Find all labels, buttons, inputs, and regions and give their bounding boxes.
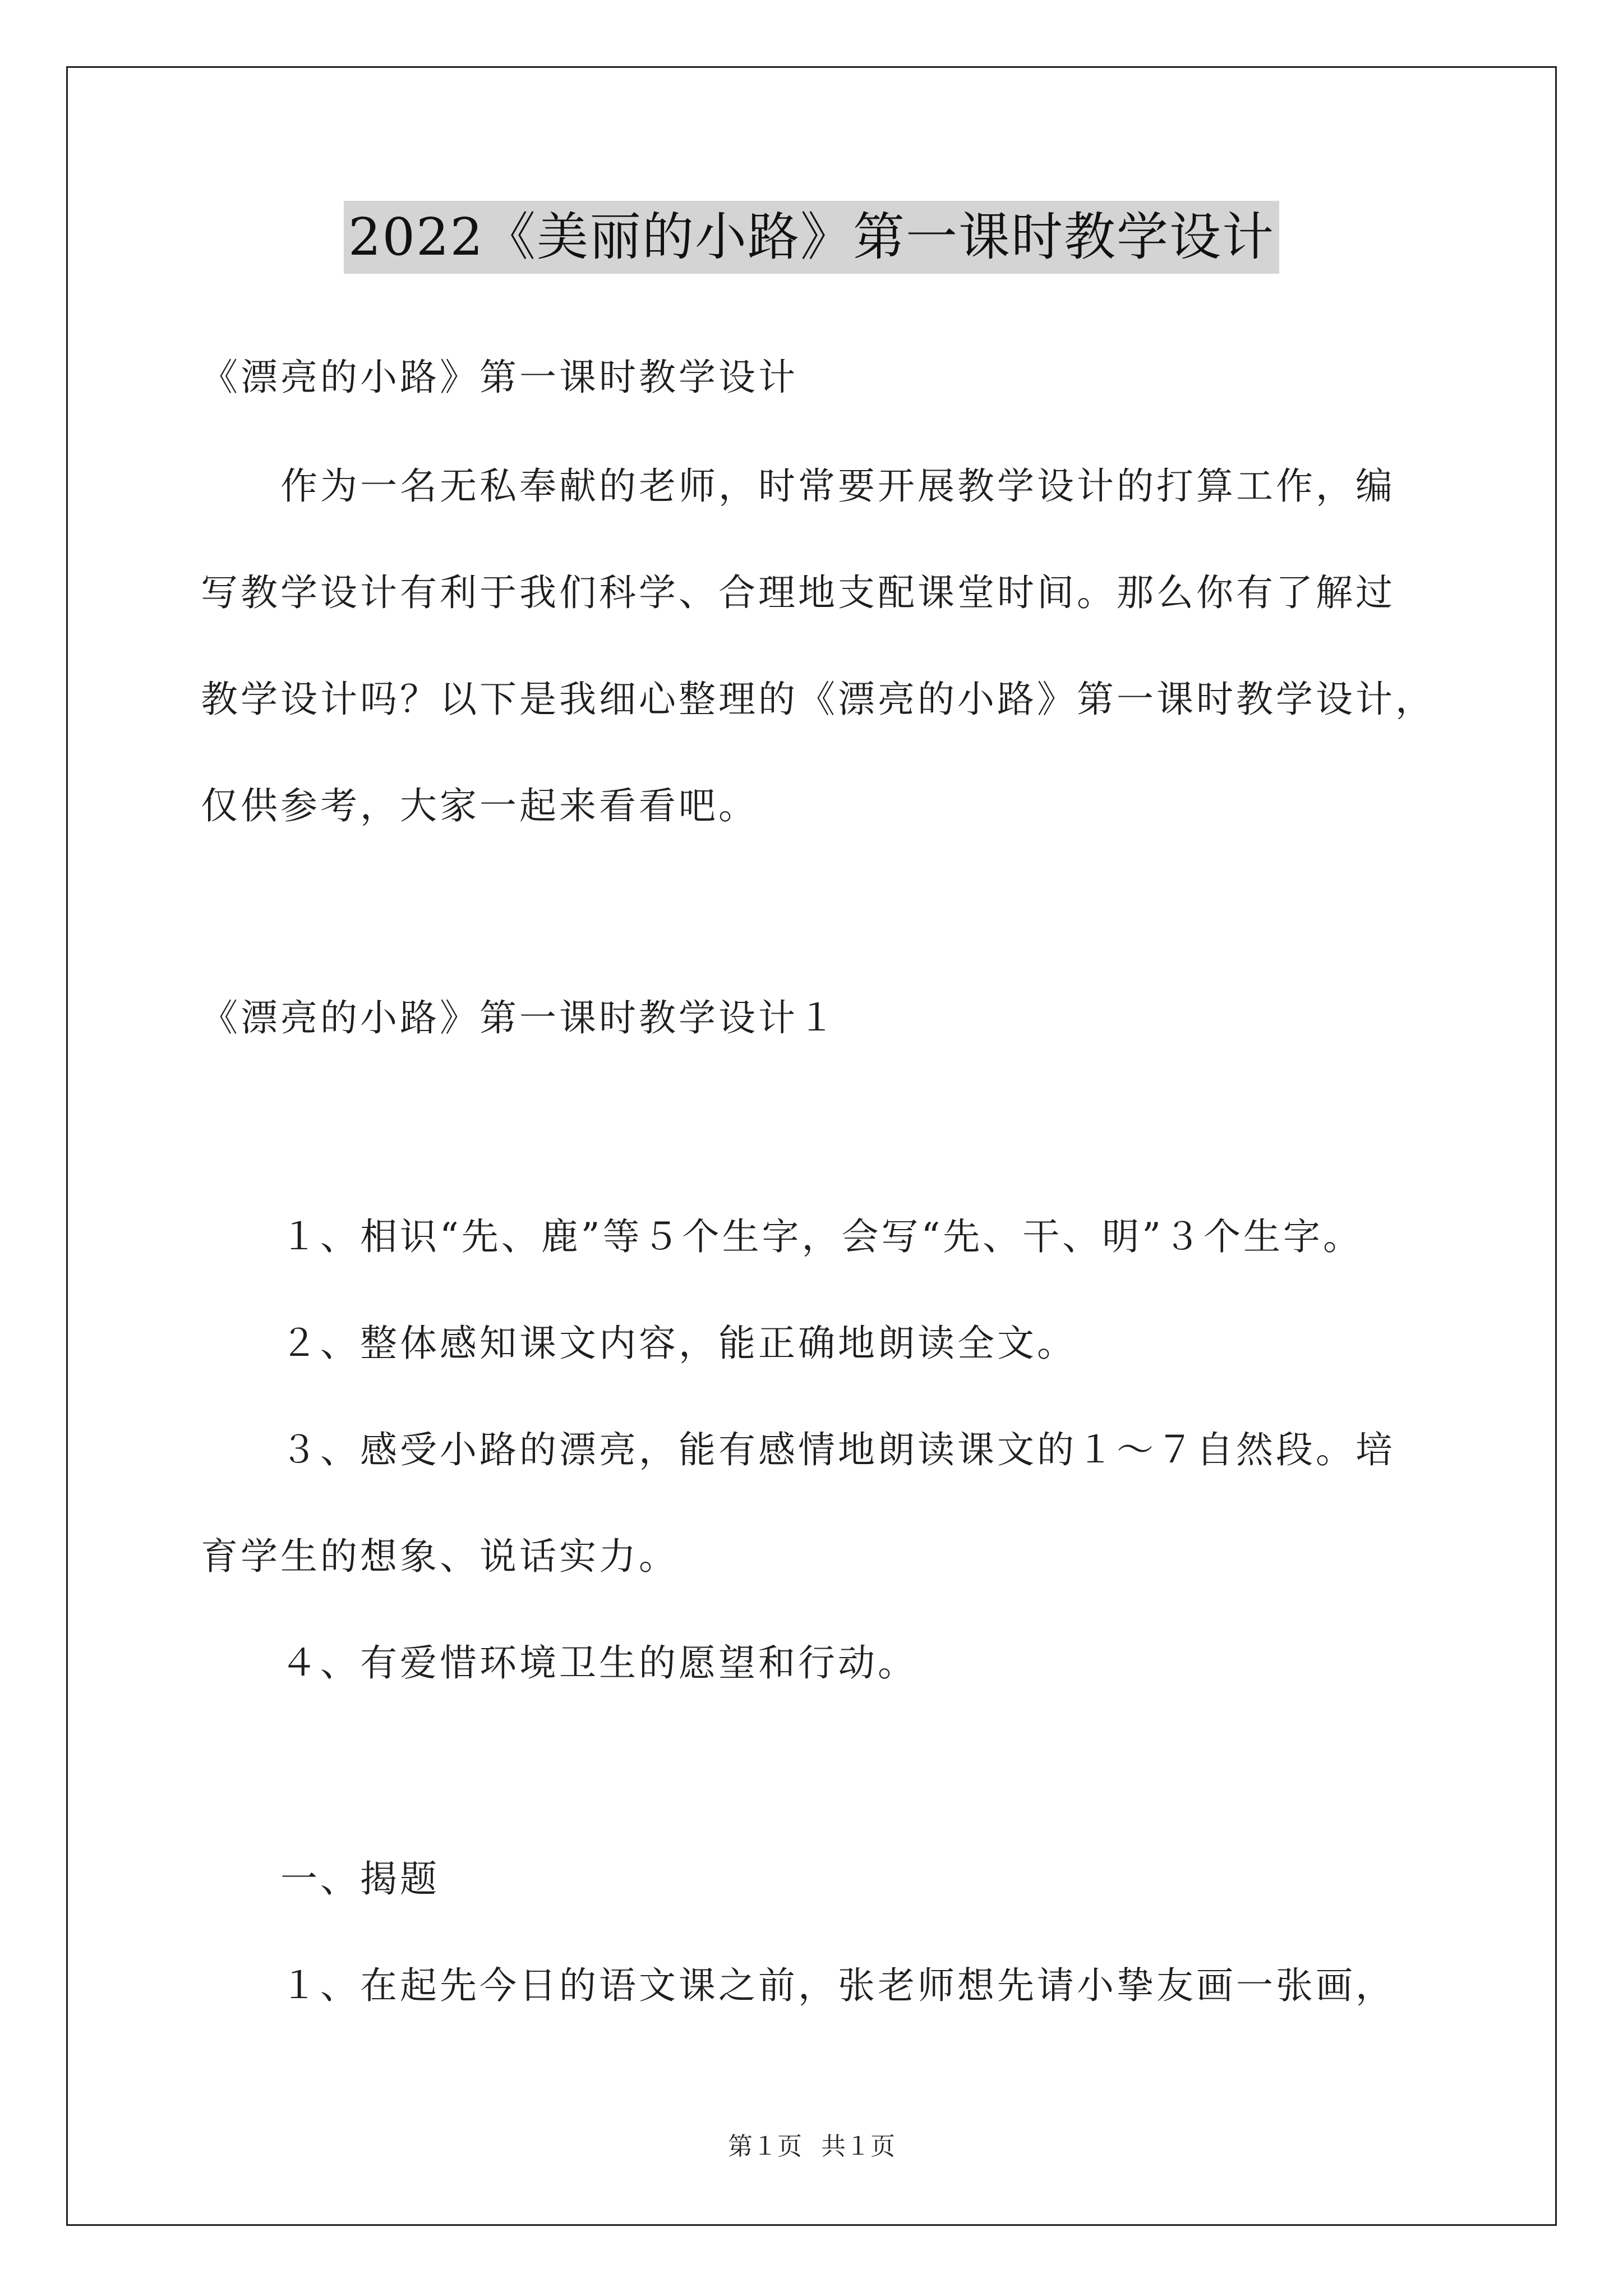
document-title: 2022《美丽的小路》第一课时教学设计: [344, 201, 1279, 274]
page-footer: [0, 2126, 1623, 2162]
objective-4: ４、有爱惜环境卫生的愿望和行动。: [280, 1641, 917, 1685]
objective-2: ２、整体感知课文内容，能正确地朗读全文。: [280, 1322, 1077, 1365]
objective-1: １、相识“先、鹿”等５个生字，会写“先、干、明”３个生字。: [280, 1215, 1363, 1258]
intro-line-2: 写教学设计有利于我们科学、合理地支配课堂时间。那么你有了解过: [201, 571, 1395, 614]
page-total: 共１页: [821, 2132, 895, 2161]
part-heading: 一、揭题: [280, 1857, 440, 1901]
document-subtitle: 《漂亮的小路》第一课时教学设计: [201, 356, 798, 399]
objective-3: ３、感受小路的漂亮，能有感情地朗读课文的１～７自然段。培: [280, 1428, 1395, 1471]
objective-3-cont: 育学生的想象、说话实力。: [201, 1535, 679, 1578]
intro-line-3: 教学设计吗？以下是我细心整理的《漂亮的小路》第一课时教学设计，: [201, 678, 1435, 721]
section-heading: 《漂亮的小路》第一课时教学设计１: [201, 996, 838, 1039]
intro-line-4: 仅供参考，大家一起来看看吧。: [201, 784, 758, 827]
intro-line-1: 作为一名无私奉献的老师，时常要开展教学设计的打算工作，编: [280, 464, 1395, 508]
title-container: [0, 201, 1623, 274]
page-number: 第１页: [728, 2132, 802, 2161]
part-line-1: １、在起先今日的语文课之前，张老师想先请小挚友画一张画，: [280, 1964, 1395, 2007]
